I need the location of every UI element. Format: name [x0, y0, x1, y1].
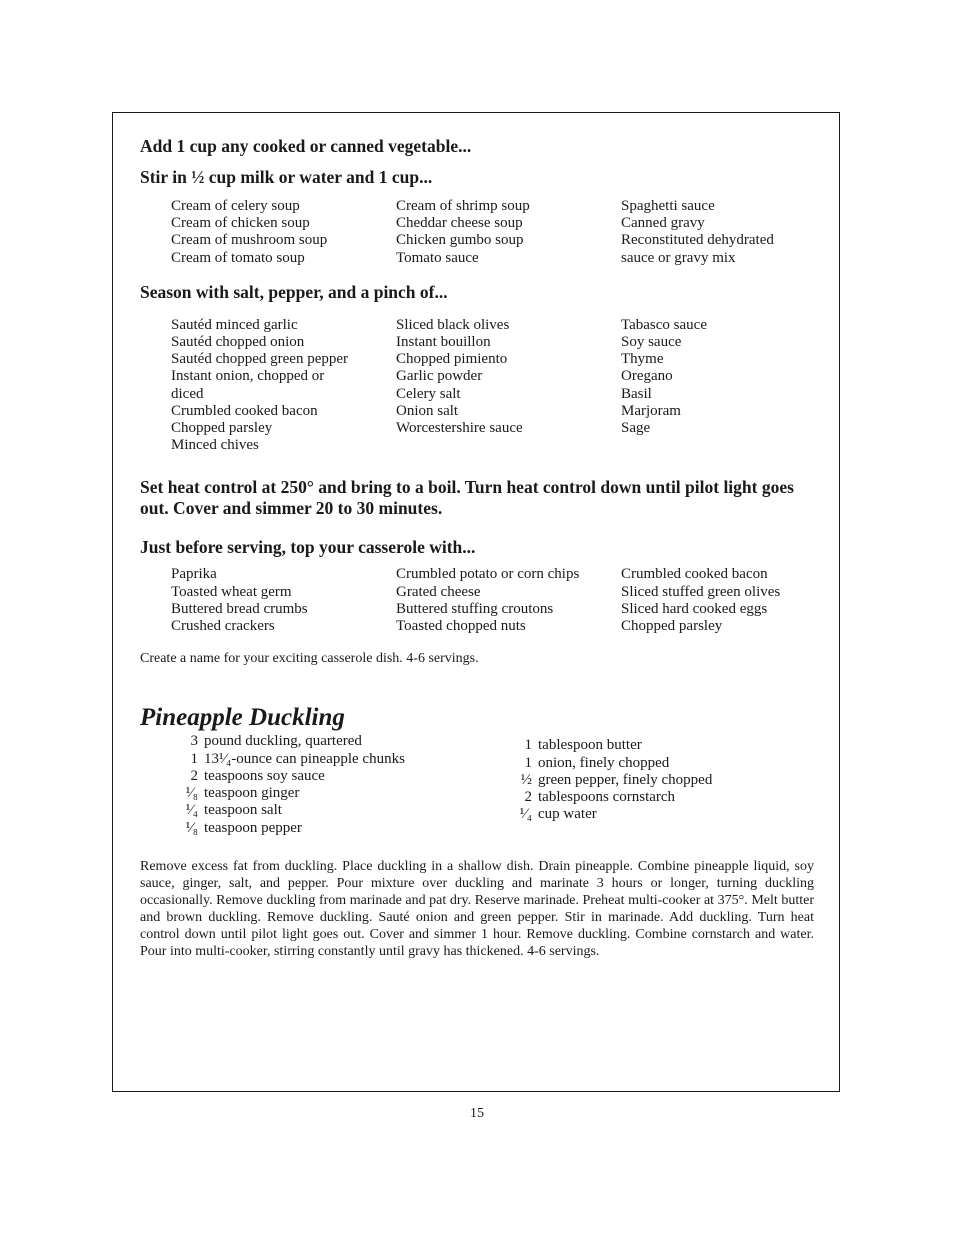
page-content [140, 136, 814, 960]
list-item: Reconstituted dehydrated [621, 232, 774, 249]
list-item: Chicken gumbo soup [396, 232, 524, 249]
list-item: Cream of tomato soup [171, 249, 305, 266]
list-item: Sliced black olives [396, 316, 510, 333]
ingredient-row [512, 789, 712, 806]
soup-column-1 [171, 198, 396, 267]
list-item: Cream of chicken soup [171, 215, 310, 232]
ingredient-item: teaspoon ginger [204, 785, 300, 802]
list-item: Crumbled cooked bacon [171, 402, 318, 419]
list-item: Crushed crackers [171, 618, 275, 635]
step-heading-season: Season with salt, pepper, and a pinch of... [140, 281, 448, 302]
list-item: Sautéd minced garlic [171, 316, 298, 333]
ingredients-right [512, 733, 712, 837]
ingredient-item: onion, finely chopped [538, 754, 670, 771]
ingredient-quantity: 3 [190, 733, 198, 750]
soup-column-2 [396, 198, 621, 267]
list-item: Worcestershire sauce [396, 420, 523, 437]
ingredient-item: tablespoons cornstarch [538, 789, 676, 806]
recipe-method: Remove excess fat from duckling. Place duckling in a shallow dish. Drain pineapple. Combine pineapple liquid, soy sauce, ginger, salt, and pepper. Pour mixture over duckling and marinate 3 hours or longer, turning duckling occasionally. Remove duckling from marinade and pat dry. Reserve marinade. Preheat multi-cooker at 375°. Melt butter and brown duckling. Remove duckling. Sauté onion and green pepper. Stir in marinade. Add duckling. Turn heat control down until pilot light goes out. Cover and simmer 1 hour. Remove duckling. Combine cornstarch and water. Pour into multi-cooker, stirring constantly until gravy has thickened. 4-6 servings. [140, 859, 814, 960]
list-item: Crumbled cooked bacon [621, 566, 768, 583]
ingredient-quantity: 2 [524, 789, 532, 806]
soup-column-3 [621, 198, 811, 267]
ingredient-row [512, 806, 712, 823]
step-heading-vegetable: Add 1 cup any cooked or canned vegetable... [140, 136, 472, 156]
casserole-note: Create a name for your exciting casserole dish. 4-6 servings. [140, 651, 479, 667]
list-item: Tabasco sauce [621, 316, 707, 333]
list-item: Sage [621, 420, 651, 437]
list-item: Sautéd chopped onion [171, 334, 305, 351]
ingredient-row [174, 768, 512, 785]
ingredient-item: 13¹⁄₄-ounce can pineapple chunks [204, 750, 405, 767]
list-item: Thyme [621, 351, 664, 368]
step-heading-soup: Stir in ½ cup milk or water and 1 cup... [140, 167, 433, 187]
list-item: Basil [621, 385, 652, 402]
list-item: Oregano [621, 368, 673, 385]
ingredient-item: teaspoon pepper [204, 819, 302, 836]
ingredient-row [174, 785, 512, 802]
list-item: Instant bouillon [396, 334, 491, 351]
list-item: Cheddar cheese soup [396, 215, 523, 232]
topping-options [140, 566, 814, 635]
list-item: Chopped pimiento [396, 351, 508, 368]
list-item: Chopped parsley [171, 420, 273, 437]
list-item: Instant onion, chopped or [171, 368, 325, 385]
topping-column-1 [171, 566, 396, 635]
ingredient-quantity: ¹⁄₈ [185, 819, 198, 836]
ingredient-quantity: 2 [190, 767, 198, 784]
list-item: Sliced stuffed green olives [621, 583, 781, 600]
list-item: Chopped parsley [621, 618, 723, 635]
step-heading-simmer: Set heat control at 250° and bring to a boil. Turn heat control down until pilot light goes out. Cover and simmer 20 to 30 minutes. [140, 477, 794, 519]
ingredient-row [174, 802, 512, 819]
ingredient-item: teaspoons soy sauce [204, 767, 325, 784]
list-item: Grated cheese [396, 583, 481, 600]
list-item: Spaghetti sauce [621, 198, 715, 214]
soup-options [140, 198, 814, 267]
ingredient-row [174, 751, 512, 768]
list-item: diced [171, 385, 204, 402]
list-item: Cream of mushroom soup [171, 232, 328, 249]
list-item: Cream of shrimp soup [396, 198, 530, 214]
list-item: Marjoram [621, 402, 681, 419]
list-item: Onion salt [396, 402, 459, 419]
seasoning-options [140, 317, 814, 455]
ingredient-row [512, 737, 712, 754]
seasoning-column-3 [621, 317, 811, 455]
list-item: Tomato sauce [396, 249, 479, 266]
ingredient-item: pound duckling, quartered [204, 733, 362, 750]
ingredient-item: teaspoon salt [204, 802, 282, 819]
ingredient-quantity: 1 [524, 754, 532, 771]
seasoning-column-2 [396, 317, 621, 455]
list-item: Sliced hard cooked eggs [621, 600, 768, 617]
ingredients-left [140, 733, 512, 837]
list-item: Celery salt [396, 385, 461, 402]
list-item: Buttered stuffing croutons [396, 600, 554, 617]
list-item: Toasted chopped nuts [396, 618, 526, 635]
list-item: Garlic powder [396, 368, 483, 385]
recipe-title: Pineapple Duckling [140, 704, 345, 732]
list-item: Cream of celery soup [171, 198, 300, 214]
list-item: Toasted wheat germ [171, 583, 292, 600]
page-number: 15 [470, 1106, 484, 1121]
list-item: Canned gravy [621, 215, 705, 232]
ingredient-quantity: 1 [524, 737, 532, 754]
ingredient-row [174, 820, 512, 837]
seasoning-column-1 [171, 317, 396, 455]
ingredient-quantity: 1 [190, 750, 198, 767]
topping-column-3 [621, 566, 811, 635]
ingredient-item: cup water [538, 806, 597, 823]
list-item: Sautéd chopped green pepper [171, 351, 349, 368]
step-heading-topping: Just before serving, top your casserole with... [140, 537, 476, 558]
ingredient-quantity: ¹⁄₈ [185, 785, 198, 802]
ingredient-item: tablespoon butter [538, 737, 642, 754]
ingredient-row [174, 733, 512, 750]
ingredient-quantity: ½ [520, 771, 532, 788]
list-item: Buttered bread crumbs [171, 600, 308, 617]
ingredient-item: green pepper, finely chopped [538, 771, 713, 788]
topping-column-2 [396, 566, 621, 635]
ingredient-quantity: ¹⁄₄ [185, 802, 198, 819]
list-item: Crumbled potato or corn chips [396, 566, 580, 583]
ingredient-row [512, 755, 712, 772]
ingredient-row [512, 772, 712, 789]
list-item: sauce or gravy mix [621, 249, 736, 266]
list-item: Paprika [171, 566, 217, 583]
ingredient-quantity: ¹⁄₄ [519, 806, 532, 823]
ingredient-list [140, 733, 814, 837]
list-item: Minced chives [171, 437, 259, 454]
list-item: Soy sauce [621, 334, 682, 351]
